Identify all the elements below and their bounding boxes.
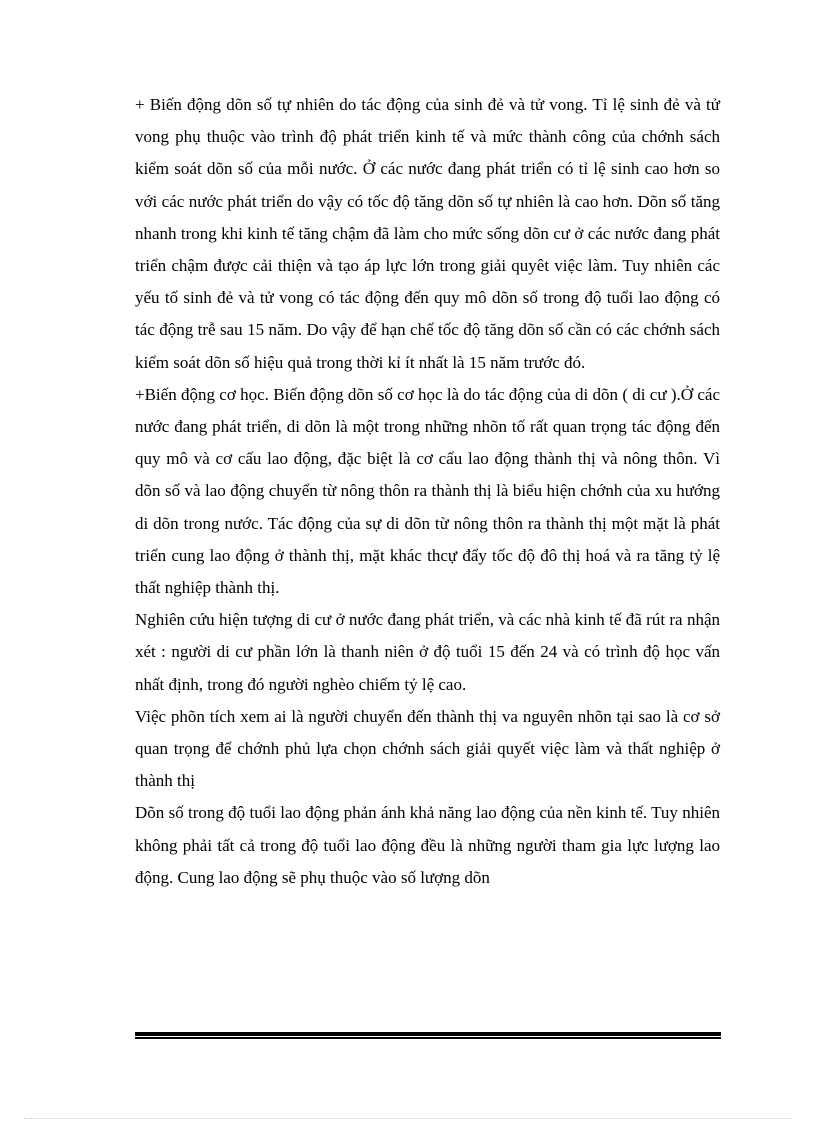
footer-double-rule bbox=[135, 1032, 721, 1039]
body-text bbox=[135, 89, 720, 894]
paragraph-migration-analysis: Việc phõn tích xem ai là người chuyển đến thành thị va nguyên nhõn tại sao là cơ sở quan trọng để chớnh phủ lựa chọn chớnh sách giải quyết việc làm và thất nghiệp ở thành thị bbox=[135, 706, 720, 791]
paragraph-natural-change: + Biến động dõn số tự nhiên do tác động của sinh đẻ và tử vong. Tỉ lệ sinh đẻ và tử vong phụ thuộc vào trình độ phát triển kinh tế và mức thành công của chớnh sách kiểm soát dõn số của mỗi nước. Ở các nước đang phát triển có tỉ lệ sinh cao hơn so với các nước phát triển do vậy có tốc độ tăng dõn số tự nhiên là cao hơn. Dõn số tăng nhanh trong khi kinh tế tăng chậm đã làm cho mức sống dõn cư ở các nước đang phát triển chậm được cải thiện và tạo áp lực lớn trong giải quyêt việc làm. Tuy nhiên các yếu tố sinh đẻ và tử vong có tác động đến quy mô dõn số trong độ tuổi lao động có tác động trễ sau 15 năm. Do vậy để hạn chế tốc độ tăng dõn số cần có các chớnh sách kiểm soát dõn số hiệu quả trong thời kỉ ít nhất là 15 năm trước đó. bbox=[135, 95, 720, 372]
paragraph-migration-research: Nghiên cứu hiện tượng di cư ở nước đang phát triển, và các nhà kinh tế đã rút ra nhận xét : người di cư phần lớn là thanh niên ở độ tuổi 15 đến 24 và có trình độ học vấn nhất định, trong đó người nghèo chiếm tỷ lệ cao. bbox=[135, 610, 720, 694]
page-edge-divider bbox=[24, 1118, 792, 1119]
paragraph-working-age-population: Dõn số trong độ tuổi lao động phản ánh khả năng lao động của nền kinh tế. Tuy nhiên không phải tất cả trong độ tuổi lao động đều là những người tham gia lực lượng lao động. Cung lao động sẽ phụ thuộc vào số lượng dõn bbox=[135, 803, 720, 887]
footer-rule-thin bbox=[135, 1037, 721, 1039]
paragraph-mechanical-change: +Biến động cơ học. Biến động dõn số cơ học là do tác động của di dõn ( di cư ).Ở các nước đang phát triển, di dõn là một trong những nhõn tố rất quan trọng tác động đến quy mô và cơ cấu lao động, đặc biệt là cơ cấu lao động thành thị và nông thôn. Vì dõn số và lao động chuyển từ nông thôn ra thành thị là biểu hiện chớnh của xu hướng di dõn trong nước. Tác động của sự di dõn từ nông thôn ra thành thị một mặt là phát triển cung lao động ở thành thị, mặt khác thcự đẩy tốc độ đô thị hoá và ra tăng tỷ lệ thất nghiệp thành thị. bbox=[135, 384, 720, 598]
